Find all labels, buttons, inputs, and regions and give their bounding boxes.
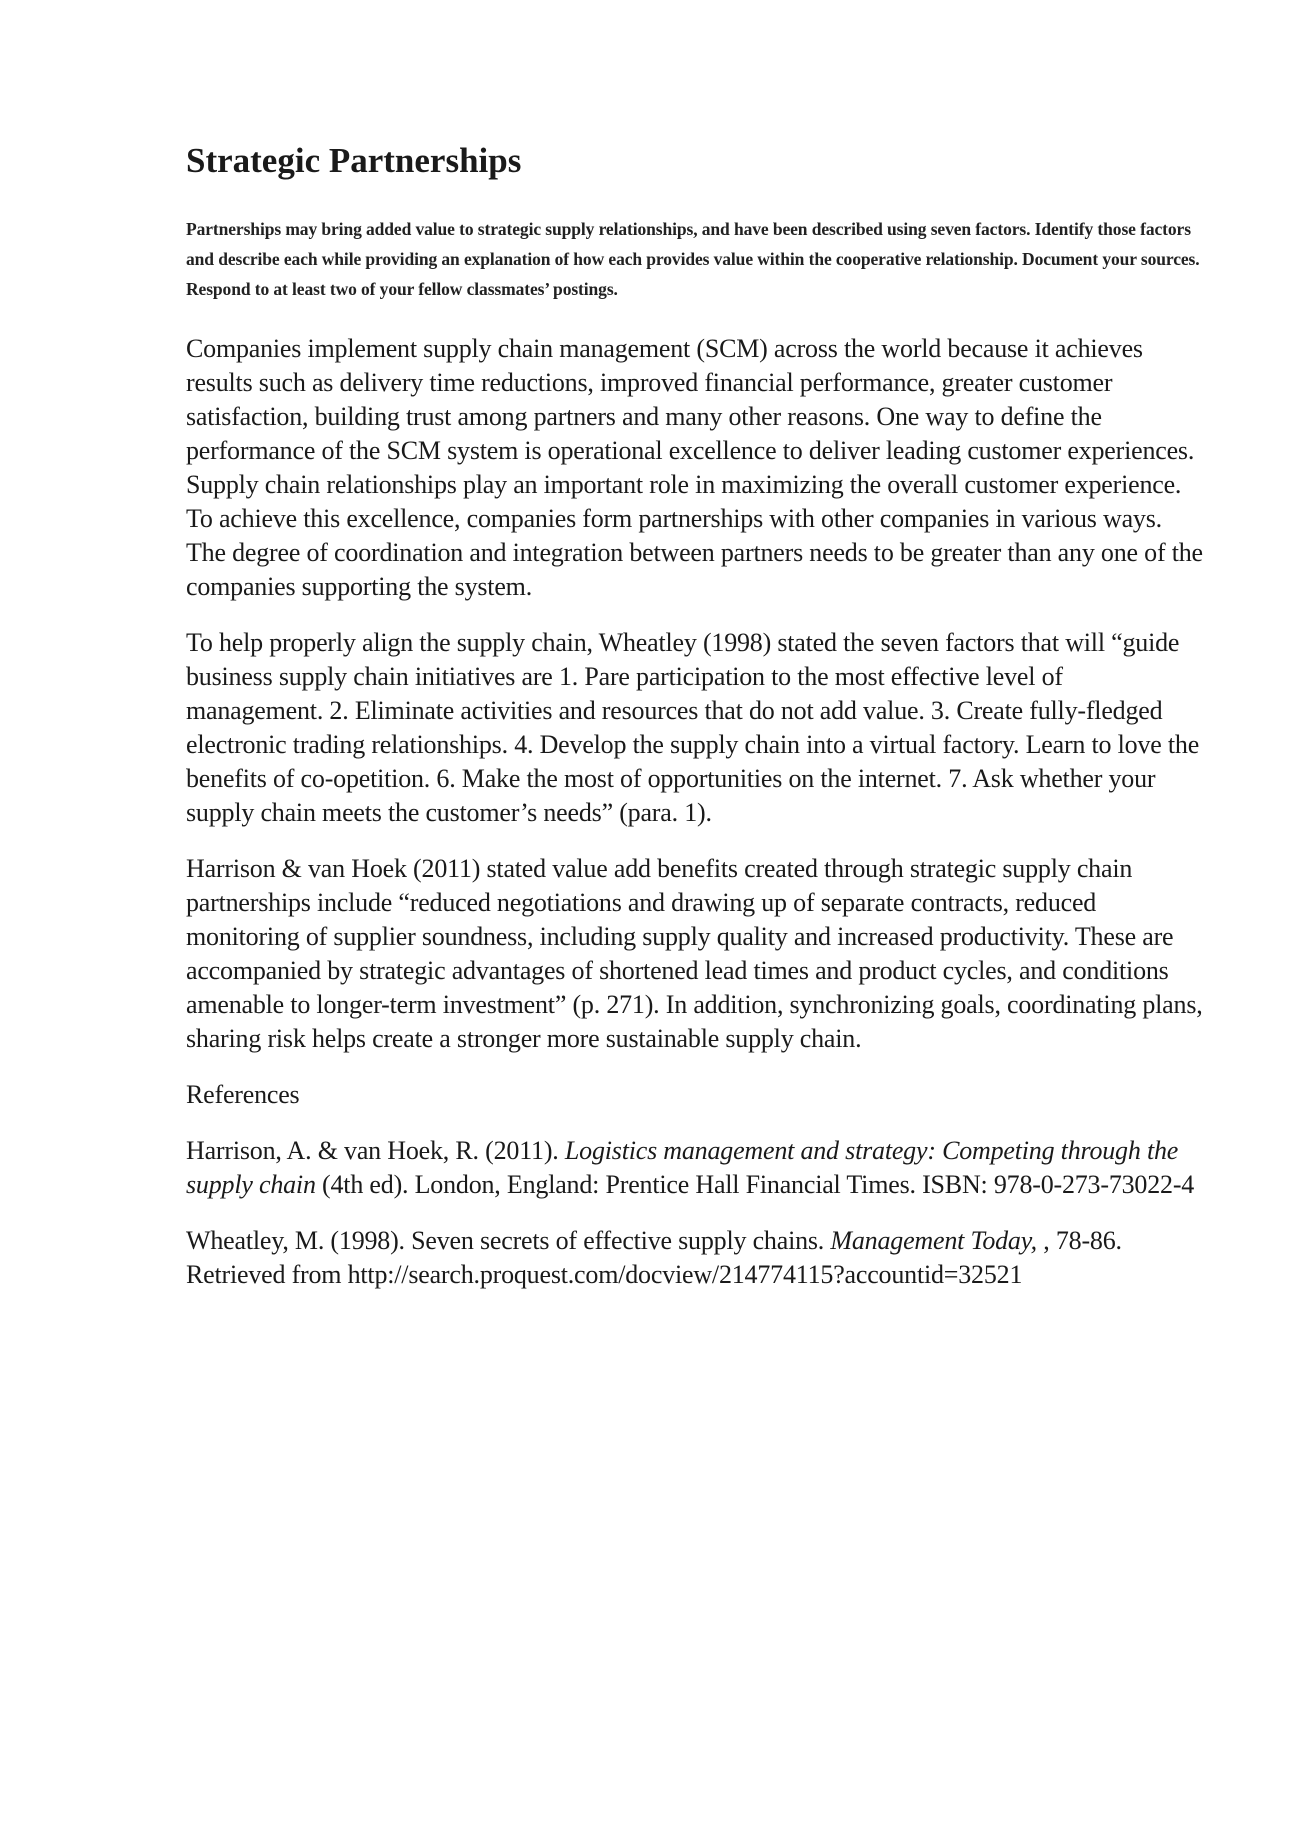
assignment-prompt: Partnerships may bring added value to strategic supply relationships, and have been described using seven factors. Identify those factors and describe each while providing an explanation of how each provides value within the cooperative relationship. Document your sources. Respond to at least two of your fellow classmates’ postings. [186,219,1200,299]
reference-2-authors: Wheatley, M. (1998). Seven secrets of effective supply chains. [186,1226,831,1255]
reference-1-title: Logistics management and strategy: Competing through the supply chain [186,1136,1179,1199]
reference-1-details: (4th ed). London, England: Prentice Hall Financial Times. ISBN: 978-0-273-73022-4 [315,1170,1195,1199]
reference-2-details: , 78-86. Retrieved from http://search.proquest.com/docview/214774115?accountid=32521 [186,1226,1122,1289]
references-heading: References [186,1080,300,1109]
reference-2-journal: Management Today, [830,1226,1044,1255]
reference-1-authors: Harrison, A. & van Hoek, R. (2011). [186,1136,565,1165]
body-paragraph-1: Companies implement supply chain management (SCM) across the world because it achieves results such as delivery time reductions, improved financial performance, greater customer satisfaction, building trust among partners and many other reasons. One way to define the performance of the SCM system is operational excellence to deliver leading customer experiences. Supply chain relationships play an important role in maximizing the overall customer experience. To achieve this excellence, companies form partnerships with other companies in various ways. The degree of coordination and integration between partners needs to be greater than any one of the companies supporting the system. [186,334,1203,601]
page-title: Strategic Partnerships [186,141,522,180]
reference-entry-1 [186,1134,1206,1202]
document-page [186,140,1206,1314]
body-paragraph-2: To help properly align the supply chain, Wheatley (1998) stated the seven factors that will “guide business supply chain initiatives are 1. Pare participation to the most effective level of management. 2. Eliminate activities and resources that do not add value. 3. Create fully-fledged electronic trading relationships. 4. Develop the supply chain into a virtual factory. Learn to love the benefits of co-opetition. 6. Make the most of opportunities on the internet. 7. Ask whether your supply chain meets the customer’s needs” (para. 1). [186,628,1200,827]
body-paragraph-3: Harrison & van Hoek (2011) stated value add benefits created through strategic supply chain partnerships include “reduced negotiations and drawing up of separate contracts, reduced monitoring of supplier soundness, including supply quality and increased productivity. These are accompanied by strategic advantages of shortened lead times and product cycles, and conditions amenable to longer-term investment” (p. 271). In addition, synchronizing goals, coordinating plans, sharing risk helps create a stronger more sustainable supply chain. [186,854,1203,1053]
reference-entry-2 [186,1224,1206,1292]
